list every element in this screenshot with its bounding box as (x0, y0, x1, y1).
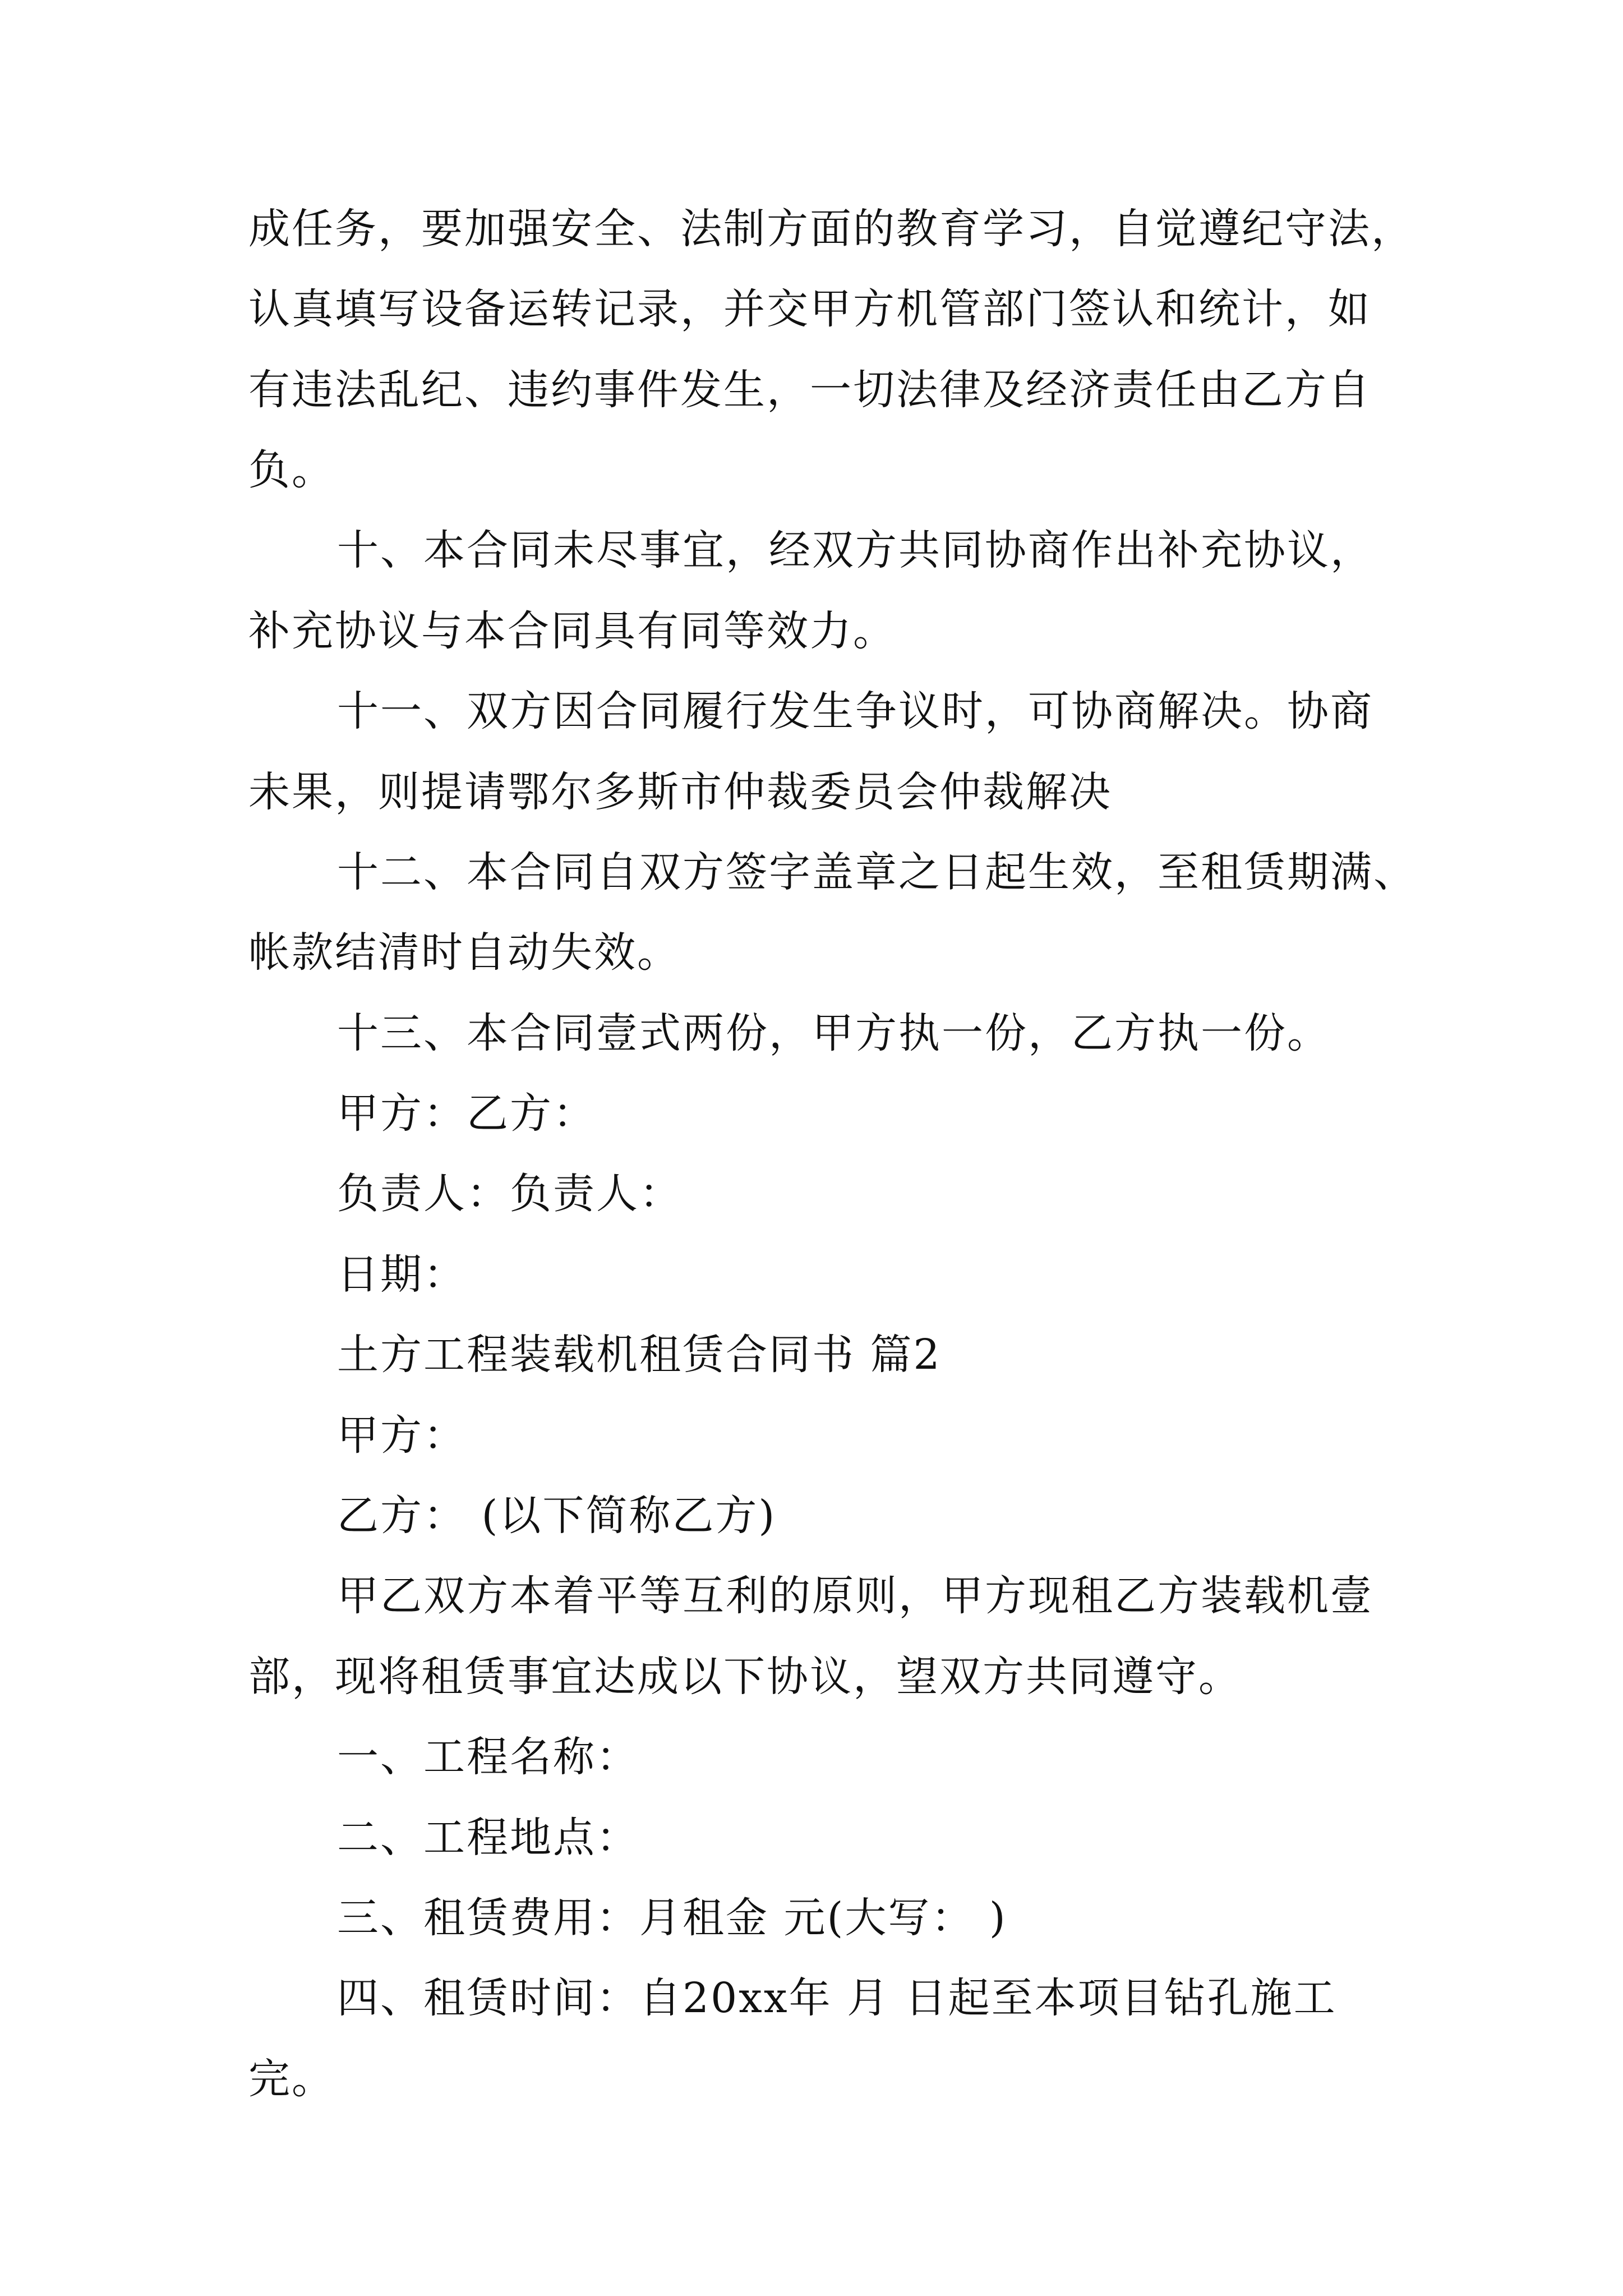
text-line-3: 有违法乱纪、违约事件发生，一切法律及经济责任由乙方自 (248, 366, 1371, 414)
rental-fee: 三、租赁费用：月租金 元(大写： ) (337, 1894, 1007, 1942)
text-line-2: 认真填写设备运转记录，并交甲方机管部门签认和统计，如 (248, 285, 1371, 333)
clause-10-continued: 补充协议与本合同具有同等效力。 (248, 607, 896, 655)
agreement-intro-continued: 部，现将租赁事宜达成以下协议，望双方共同遵守。 (248, 1653, 1242, 1701)
text-line-4: 负。 (248, 446, 335, 494)
project-location: 二、工程地点： (337, 1814, 639, 1862)
clause-13: 十三、本合同壹式两份，甲方执一份，乙方执一份。 (337, 1009, 1330, 1057)
clause-11: 十一、双方因合同履行发生争议时，可协商解决。协商 (337, 687, 1373, 735)
clause-11-continued: 未果，则提请鄂尔多斯市仲裁委员会仲裁解决 (248, 768, 1112, 816)
signature-parties: 甲方：乙方： (337, 1089, 596, 1138)
party-a: 甲方： (337, 1411, 467, 1460)
signature-responsible: 负责人：负责人： (337, 1170, 683, 1218)
party-b: 乙方： (以下简称乙方) (337, 1492, 777, 1540)
signature-date: 日期： (337, 1250, 467, 1299)
rental-period: 四、租赁时间：自20xx年 月 日起至本项目钻孔施工 (337, 1974, 1337, 2022)
agreement-intro: 甲乙双方本着平等互利的原则，甲方现租乙方装载机壹 (337, 1572, 1373, 1620)
section-title: 土方工程装载机租赁合同书 篇2 (337, 1331, 942, 1379)
clause-12: 十二、本合同自双方签字盖章之日起生效，至租赁期满、 (337, 848, 1417, 896)
rental-period-continued: 完。 (248, 2055, 335, 2103)
clause-12-continued: 帐款结清时自动失效。 (248, 928, 680, 977)
clause-10: 十、本合同未尽事宜，经双方共同协商作出补充协议， (337, 526, 1373, 574)
project-name: 一、工程名称： (337, 1733, 639, 1781)
text-line-1: 成任务，要加强安全、法制方面的教育学习，自觉遵纪守法， (248, 205, 1414, 253)
